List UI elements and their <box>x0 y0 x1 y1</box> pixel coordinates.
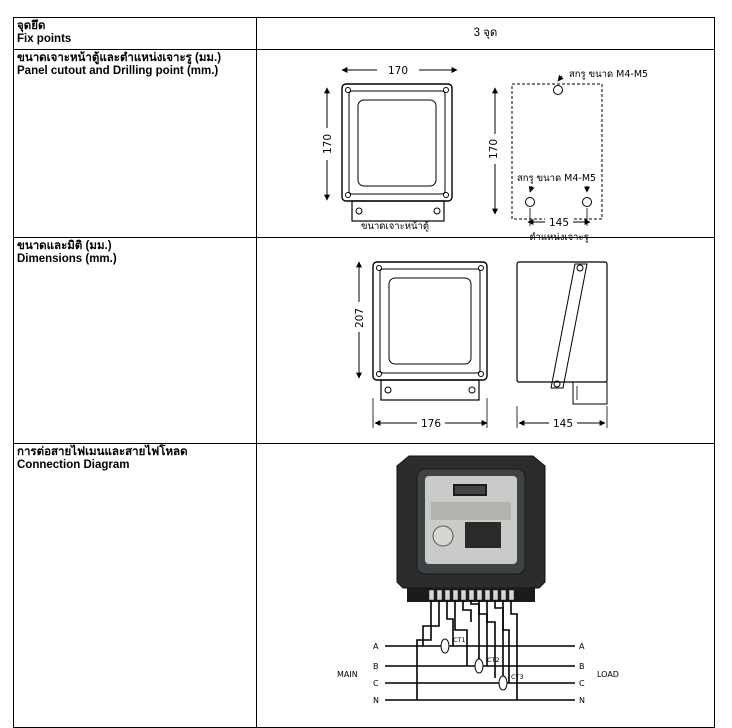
phase-c-left: C <box>373 679 379 688</box>
caption-drilling: ตำแหน่งเจาะรู <box>529 232 589 243</box>
phase-c-right: C <box>579 679 585 688</box>
ct1-label: CT1 <box>453 636 466 644</box>
label-th: ขนาดและมิติ (มม.) <box>17 240 112 252</box>
phase-b-right: B <box>579 662 585 671</box>
ct2-label: CT2 <box>487 656 500 664</box>
phase-b-left: B <box>373 662 379 671</box>
label-th: การต่อสายไฟเมนและสายไฟโหลด <box>17 446 188 458</box>
value-fix-points <box>257 18 715 50</box>
drill-height-label: 170 <box>488 138 500 160</box>
label-panel-cutout <box>14 50 257 238</box>
height-dimension: 207 <box>354 307 366 329</box>
label-en: Fix points <box>17 33 72 45</box>
label-fix-points <box>14 18 257 50</box>
depth-dimension: 145 <box>552 418 574 430</box>
drilling-template <box>495 76 602 226</box>
drill-spacing-label: 145 <box>548 217 570 229</box>
phase-n-left: N <box>373 696 379 705</box>
label-dimensions <box>14 238 257 444</box>
spec-table <box>13 17 715 728</box>
label-connection <box>14 444 257 728</box>
spec-sheet <box>13 17 715 717</box>
cutout-width-label: 170 <box>387 65 409 77</box>
dimensions-drawing <box>257 238 721 438</box>
dimensions-drawing-cell <box>257 238 715 444</box>
panel-cutout-drawing <box>257 50 721 243</box>
label-en: Connection Diagram <box>17 459 130 471</box>
label-th: จุดยึด <box>17 20 46 32</box>
meter-front-view <box>359 262 487 428</box>
cutout-height-label: 170 <box>322 133 334 155</box>
main-label: MAIN <box>337 670 358 679</box>
ct3-label: CT3 <box>511 673 524 681</box>
screw-top-label: สกรู ขนาด M4-M5 <box>569 69 649 80</box>
width-dimension: 176 <box>420 418 442 430</box>
wiring <box>385 600 575 700</box>
connection-diagram <box>257 444 721 722</box>
meter-photo <box>397 456 545 602</box>
row-panel-cutout <box>14 50 715 238</box>
label-en: Dimensions (mm.) <box>17 253 117 265</box>
meter-side-view <box>517 262 607 428</box>
meter-front-outline <box>327 70 457 221</box>
phase-a-right: A <box>579 642 585 651</box>
row-dimensions <box>14 238 715 444</box>
connection-diagram-cell <box>257 444 715 728</box>
load-label: LOAD <box>597 670 619 679</box>
row-connection-diagram <box>14 444 715 728</box>
screw-bottom-label: สกรู ขนาด M4-M5 <box>517 173 597 184</box>
label-en: Panel cutout and Drilling point (mm.) <box>17 65 219 77</box>
phase-a-left: A <box>373 642 379 651</box>
label-th: ขนาดเจาะหน้าตู้และตำแหน่งเจาะรู (มม.) <box>17 52 222 64</box>
fix-points-value: 3 จุด <box>473 27 498 39</box>
row-fix-points <box>14 18 715 50</box>
caption-cutout: ขนาดเจาะหน้าตู้ <box>360 221 430 232</box>
panel-cutout-drawing-cell <box>257 50 715 243</box>
phase-n-right: N <box>579 696 585 705</box>
